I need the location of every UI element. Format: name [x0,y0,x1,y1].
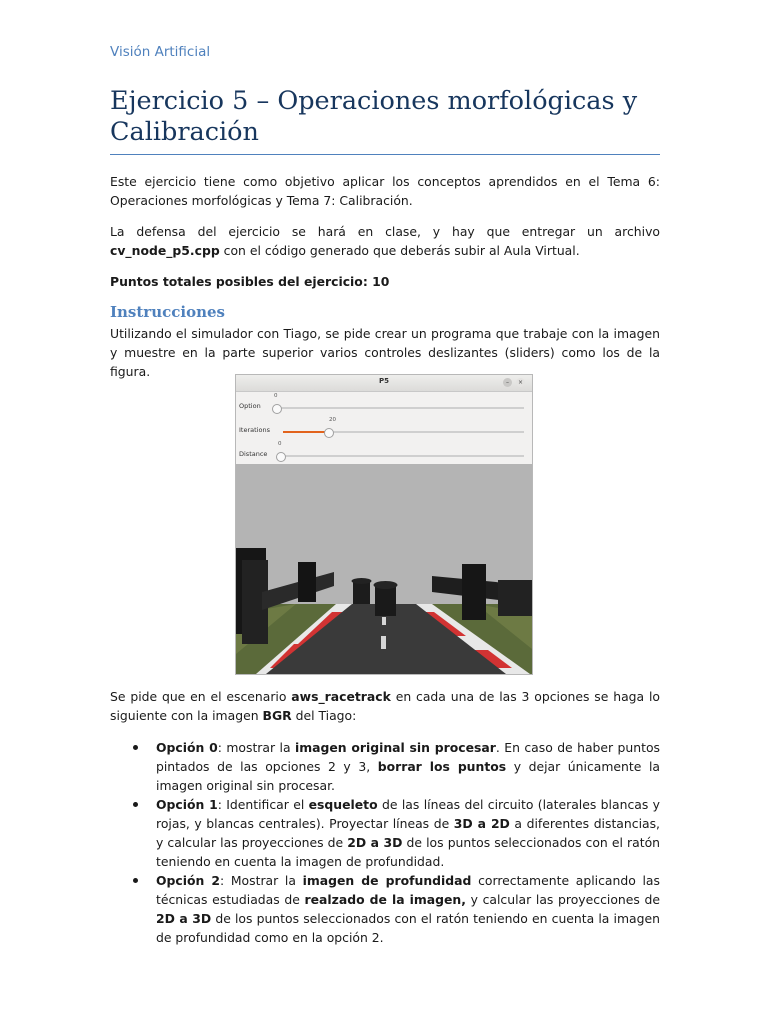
bullet-icon [133,878,138,883]
delivery-text-end: con el código generado que deberás subir al Aula Virtual. [219,243,580,258]
delivery-paragraph [110,222,660,260]
option-1-bold-1: esqueleto [308,797,378,812]
intro-paragraph: Este ejercicio tiene como objetivo aplicar los conceptos aprendidos en el Tema 6: Operaciones morfológicas y Tema 7: Calibración. [110,174,660,208]
scenario-name: aws_racetrack [291,689,391,704]
list-item-option-2 [110,871,660,947]
slider-option-value: 0 [274,393,278,399]
option-1-bold-2: 3D a 2D [453,816,510,831]
running-header: Visión Artificial [110,44,211,60]
slider-iterations-label: Iterations [239,426,270,434]
option-0-text-2: . En caso de haber puntos pintados de las opciones 2 y 3, [156,740,660,774]
minimize-icon[interactable]: – [503,378,512,387]
total-points [110,272,660,291]
instructions-paragraph: Utilizando el simulador con Tiago, se pide crear un programa que trabaje con la imagen y muestre en la parte superior varios controles deslizantes (sliders) como los de la figura. [110,326,660,379]
option-2-bold-1: imagen de profundidad [302,873,472,888]
option-2-label: Opción 2 [156,873,221,888]
option-2-text: : Mostrar la [220,873,303,888]
options-list [110,738,660,947]
option-2-text-3: y calcular las proyecciones de [465,892,660,907]
option-0-bold-2: borrar los puntos [377,759,507,774]
slider-distance-label: Distance [239,450,268,458]
list-item-option-0 [110,738,660,795]
option-2-text-4: de los puntos seleccionados con el ratón teniendo en cuenta la imagen de profundidad como en la opción 2. [156,911,660,945]
option-2-text-2: correctamente aplicando las técnicas estudiadas de [156,873,660,907]
scenario-paragraph [110,687,660,725]
option-1-text: : Identificar el [217,797,309,812]
image-type: BGR [262,708,292,723]
slider-distance-track[interactable] [280,455,524,457]
slider-option-track[interactable] [276,407,524,409]
page-title: Ejercicio 5 – Operaciones morfológicas y Calibración [110,86,638,147]
option-0-label: Opción 0 [156,740,218,755]
slider-distance-value: 0 [278,441,282,447]
total-points-text: Puntos totales posibles del ejercicio: 10 [110,274,390,289]
option-1-label: Opción 1 [156,797,218,812]
close-icon[interactable]: × [517,379,524,386]
title-divider [110,154,660,155]
section-heading-instrucciones: Instrucciones [110,303,225,321]
list-item-option-1 [110,795,660,871]
figure-p5-window [235,374,533,675]
slider-iterations [236,417,532,441]
window-title: P5 [378,377,389,385]
option-2-bold-2: realzado de la imagen, [304,892,466,907]
option-2-bold-3: 2D a 3D [156,911,212,926]
option-1-text-4: de los puntos seleccionados con el ratón teniendo en cuenta la imagen de profundidad. [156,835,661,869]
bullet-icon [133,745,138,750]
option-1-text-2: de las líneas del circuito (laterales blancas y rojas, y blancas centrales). Proyectar líneas de [156,797,661,831]
delivery-text: La defensa del ejercicio se hará en clase, y hay que entregar un archivo [110,224,660,239]
slider-iterations-value: 20 [329,417,336,423]
slider-option-label: Option [239,402,261,410]
option-1-bold-3: 2D a 3D [347,835,403,850]
option-1-text-3: a diferentes distancias, y calcular las proyecciones de [156,816,660,850]
slider-iterations-track[interactable] [283,431,524,433]
slider-iterations-handle[interactable] [324,428,334,438]
bullet-icon [133,802,138,807]
slider-distance-handle[interactable] [276,452,286,462]
window-titlebar [236,375,532,392]
slider-option-handle[interactable] [272,404,282,414]
slider-option [236,393,532,417]
file-name: cv_node_p5.cpp [110,243,220,258]
scenario-text-2: en cada una de las 3 opciones se haga lo siguiente con la imagen [110,689,660,723]
option-0-text-3: y dejar únicamente la imagen original sin procesar. [156,759,660,793]
option-0-text: : mostrar la [217,740,295,755]
scenario-text: Se pide que en el escenario [110,689,292,704]
scenario-text-3: del Tiago: [291,708,357,723]
slider-iterations-fill [283,431,329,433]
option-0-bold-1: imagen original sin procesar [294,740,496,755]
slider-distance [236,441,532,465]
racetrack-camera-image [236,464,532,674]
